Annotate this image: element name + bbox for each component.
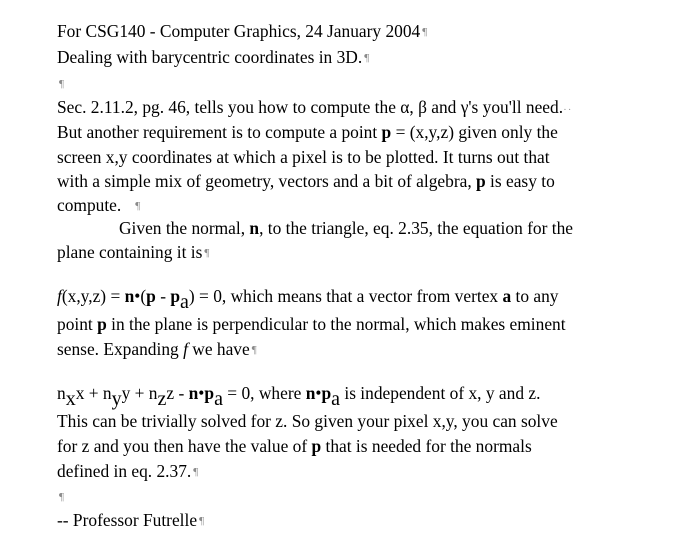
pilcrow-mark: ¶: [135, 200, 141, 212]
body-text: Sec. 2.11.2, pg. 46, tells you how to compute the α, β and γ's you'll need.: [57, 97, 564, 117]
signature-text: -- Professor Futrelle: [57, 510, 198, 530]
subscript-x: x: [65, 388, 76, 410]
vector-n: n: [124, 286, 135, 306]
body-text: we have: [187, 339, 250, 359]
pilcrow-mark: ¶: [251, 344, 257, 356]
equation-text: -: [155, 286, 171, 306]
body-text: with a simple mix of geometry, vectors and a bit of algebra,: [57, 171, 477, 191]
vertex-a: a: [502, 286, 512, 306]
body-text: point: [57, 314, 98, 334]
body-text: , to the triangle, eq. 2.35, the equation for the: [259, 218, 573, 238]
pilcrow-mark: ¶: [204, 247, 210, 259]
body-text: This can be trivially solved for z. So given your pixel x,y, you can solve: [57, 411, 558, 431]
subscript-a: a: [214, 388, 223, 410]
paragraph-line: [57, 217, 683, 239]
body-text: that is needed for the normals: [321, 436, 532, 456]
pilcrow-mark: ¶: [193, 466, 199, 478]
paragraph-line: [57, 241, 683, 263]
pilcrow-mark: ¶: [59, 78, 64, 90]
vector-n: n: [305, 383, 316, 403]
paragraph-line: [57, 96, 683, 118]
body-text: sense. Expanding: [57, 339, 184, 359]
vector-n: n: [249, 218, 260, 238]
dot-operator: •: [315, 383, 322, 403]
vector-p: p: [321, 383, 332, 403]
pilcrow-mark: ¶: [199, 515, 205, 527]
paragraph-line: [57, 313, 683, 335]
equation-text: n: [57, 383, 66, 403]
body-text: But another requirement is to compute a point: [57, 122, 382, 142]
paragraph-line: [57, 121, 683, 143]
empty-paragraph: [57, 485, 683, 507]
vector-p: p: [311, 436, 322, 456]
equation-text: (x,y,z) =: [61, 286, 125, 306]
paragraph-line: [57, 170, 683, 192]
vector-p: p: [146, 286, 156, 306]
equation-text: = 0, where: [222, 383, 306, 403]
function-f: f: [183, 339, 188, 359]
equation-text: ) = 0, which means that a vector from vertex: [188, 286, 503, 306]
body-text: is easy to: [485, 171, 555, 191]
subscript-a: a: [180, 291, 189, 313]
body-text: compute.: [57, 195, 122, 215]
equation-text: x + n: [75, 383, 112, 403]
function-f: f: [57, 286, 62, 306]
paragraph-line: [57, 338, 683, 360]
header-line: [57, 20, 683, 42]
paragraph-line: [57, 460, 683, 482]
vector-p: p: [97, 314, 107, 334]
paragraph-line: [57, 435, 683, 457]
course-title: For CSG140 - Computer Graphics, 24 January 2004: [57, 21, 421, 41]
expanded-equation-line: [57, 382, 683, 410]
subscript-a: a: [331, 388, 341, 410]
body-text: in the plane is perpendicular to the normal, which makes eminent: [106, 314, 566, 334]
empty-paragraph: [57, 72, 683, 94]
dot-operator: •: [198, 383, 205, 403]
vector-p: p: [476, 171, 486, 191]
subscript-z: z: [157, 388, 167, 410]
vector-p: p: [170, 286, 181, 306]
pilcrow-mark: ¶: [364, 52, 370, 64]
vector-n: n: [188, 383, 199, 403]
paragraph-line: [57, 410, 683, 432]
equation-text: to any: [511, 286, 559, 306]
equation-line: [57, 285, 683, 313]
space-marks: ··: [563, 104, 573, 116]
body-text: plane containing it is: [57, 242, 203, 262]
body-text: Given the normal,: [119, 218, 250, 238]
body-text: defined in eq. 2.37.: [57, 461, 192, 481]
subject-line: [57, 46, 683, 68]
equation-text: is independent of x, y and z.: [340, 383, 541, 403]
paragraph-line: [57, 146, 683, 168]
signature-line: [57, 509, 683, 531]
pilcrow-mark: ¶: [422, 26, 428, 38]
equation-text: y + n: [121, 383, 158, 403]
body-text: for z and you then have the value of: [57, 436, 312, 456]
body-text: = (x,y,z) given only the: [391, 122, 558, 142]
subject-text: Dealing with barycentric coordinates in 3D.: [57, 47, 363, 67]
body-text: screen x,y coordinates at which a pixel is to be plotted. It turns out that: [57, 147, 550, 167]
subscript-y: y: [111, 388, 122, 410]
paragraph-line: [57, 194, 683, 216]
pilcrow-mark: ¶: [59, 491, 64, 503]
vector-p: p: [204, 383, 215, 403]
equation-text: z -: [166, 383, 189, 403]
vector-p: p: [381, 122, 392, 142]
equation-text: •(: [134, 286, 147, 306]
